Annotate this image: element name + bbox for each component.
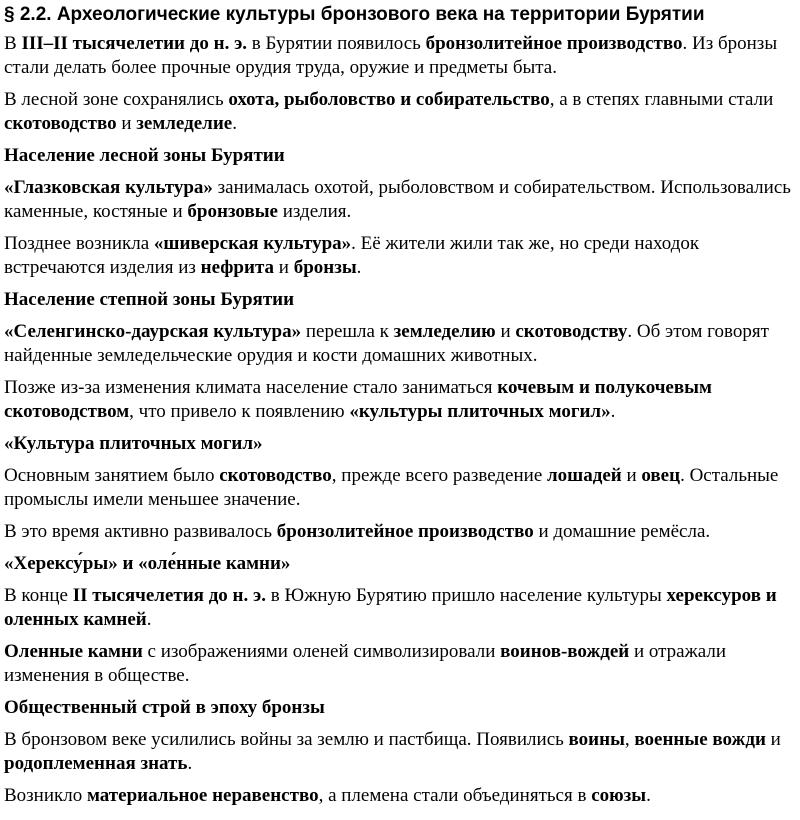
text-run: .: [146, 609, 152, 630]
emphasized-text: «Селенгинско-даурская культура»: [4, 321, 302, 342]
emphasized-text: скотоводству: [515, 321, 628, 342]
subheading-khereksurs-deer-stones: «Херексу́ры» и «оле́нные камни»: [4, 553, 291, 574]
text-run: .: [610, 401, 616, 422]
text-run: , а в степях главными стали: [549, 89, 774, 110]
text-run: и домашние ремёсла.: [533, 521, 711, 542]
emphasized-text: родоплеменная знать: [4, 753, 188, 774]
paragraph-shiver-culture: [4, 232, 796, 280]
emphasized-text: «культуры плиточных могил»: [349, 401, 611, 422]
text-run: , что привело к появлению: [129, 401, 350, 422]
text-run: В: [4, 33, 22, 54]
paragraph-wars-nobility: [4, 728, 796, 776]
page-title: § 2.2. Археологические культуры бронзового века на территории Бурятии: [4, 4, 705, 25]
text-run: Позднее возникла: [4, 233, 154, 254]
emphasized-text: скотоводство: [4, 113, 117, 134]
text-run: .: [356, 257, 362, 278]
text-run: , а племена стали объединяться в: [318, 785, 592, 806]
text-run: Возникло: [4, 785, 87, 806]
paragraph-climate-change: [4, 376, 796, 424]
paragraph-slab-grave-crafts: [4, 520, 796, 544]
emphasized-text: III–II тысячелетии до н. э.: [21, 33, 248, 54]
text-run: и отражали изменения в обществе.: [4, 641, 726, 686]
emphasized-text: земледелие: [136, 113, 233, 134]
emphasized-text: кочевым и полукочевым скотоводством: [4, 377, 712, 422]
emphasized-text: земледелию: [393, 321, 496, 342]
emphasized-text: бронзолитейное производство: [276, 521, 534, 542]
paragraph-slab-grave-occupation: [4, 464, 796, 512]
text-run: . Её жители жили так же, но среди находок встречаются изделия из: [4, 233, 700, 278]
text-run: В это время активно развивалось: [4, 521, 277, 542]
text-run: изделия.: [277, 201, 352, 222]
paragraph-deer-stones: [4, 640, 796, 688]
text-run: в Бурятии появилось: [247, 33, 426, 54]
text-run: и: [116, 113, 137, 134]
emphasized-text: бронзовые: [187, 201, 278, 222]
text-run: и: [621, 465, 642, 486]
emphasized-text: материальное неравенство: [86, 785, 319, 806]
emphasized-text: воинов-вождей: [500, 641, 630, 662]
text-run: , прежде всего разведение: [331, 465, 548, 486]
paragraph-forest-steppe-economy: [4, 88, 796, 136]
emphasized-text: II тысячелетия до н. э.: [72, 585, 266, 606]
text-run: ,: [624, 729, 635, 750]
text-run: и: [765, 729, 781, 750]
subheading-slab-grave-culture: «Культура плиточных могил»: [4, 433, 263, 454]
text-run: .: [187, 753, 193, 774]
paragraph-khereksur-culture: [4, 584, 796, 632]
emphasized-text: овец: [641, 465, 681, 486]
document-body: [4, 32, 796, 808]
paragraph-glazkov-culture: [4, 176, 796, 224]
text-run: . Остальные промыслы имели меньшее значение.: [4, 465, 779, 510]
text-run: занималась охотой, рыболовством и собирательством. Использовались каменные, костяные и: [4, 177, 791, 222]
emphasized-text: Оленные камни: [4, 641, 143, 662]
text-run: В бронзовом веке усилились войны за землю и пастбища. Появились: [4, 729, 569, 750]
text-run: . Из бронзы стали делать более прочные орудия труда, оружие и предметы быта.: [4, 33, 778, 78]
emphasized-text: бронзолитейное производство: [425, 33, 683, 54]
paragraph-inequality-unions: [4, 784, 796, 808]
paragraph-selenga-daur-culture: [4, 320, 796, 368]
text-run: Позже из-за изменения климата население стало заниматься: [4, 377, 498, 398]
emphasized-text: херексуров и оленных камней: [4, 585, 777, 630]
text-run: и: [495, 321, 516, 342]
text-run: В конце: [4, 585, 73, 606]
text-run: .: [646, 785, 651, 806]
subheading-steppe-population: Население степной зоны Бурятии: [4, 289, 295, 310]
emphasized-text: союзы: [591, 785, 647, 806]
text-run: перешла к: [301, 321, 394, 342]
emphasized-text: охота, рыболовство и собирательство: [228, 89, 550, 110]
text-run: . Об этом говорят найденные земледельческие орудия и кости домашних животных.: [4, 321, 769, 366]
text-run: и: [274, 257, 294, 278]
emphasized-text: военные вожди: [634, 729, 766, 750]
paragraph-bronze-production: [4, 32, 796, 80]
text-run: .: [232, 113, 237, 134]
emphasized-text: «Глазковская культура»: [4, 177, 213, 198]
text-run: Основным занятием было: [4, 465, 220, 486]
emphasized-text: бронзы: [293, 257, 357, 278]
text-run: В лесной зоне сохранялись: [4, 89, 229, 110]
emphasized-text: воины: [568, 729, 625, 750]
subheading-forest-population: Население лесной зоны Бурятии: [4, 145, 285, 166]
emphasized-text: нефрита: [200, 257, 275, 278]
emphasized-text: «шиверская культура»: [153, 233, 352, 254]
emphasized-text: лошадей: [547, 465, 622, 486]
text-run: с изображениями оленей символизировали: [142, 641, 501, 662]
subheading-social-structure: Общественный строй в эпоху бронзы: [4, 697, 325, 718]
text-run: в Южную Бурятию пришло население культуры: [265, 585, 667, 606]
emphasized-text: скотоводство: [219, 465, 332, 486]
